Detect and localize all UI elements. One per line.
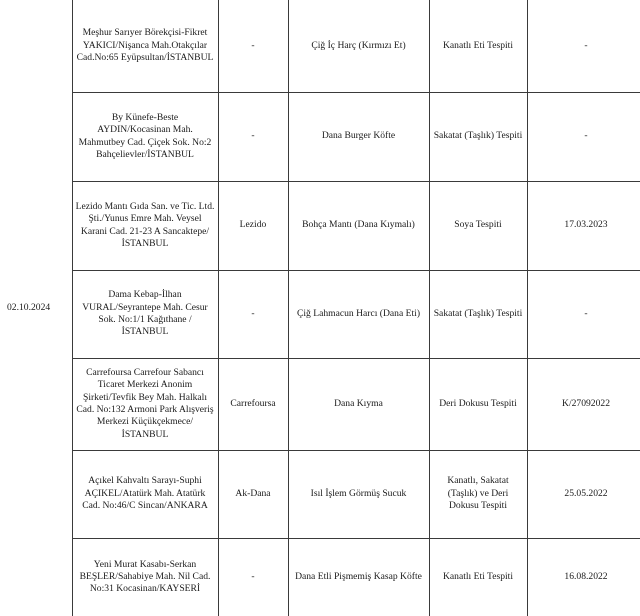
product-cell: Isıl İşlem Görmüş Sucuk	[288, 450, 429, 538]
finding-cell: Kanatlı Eti Tespiti	[429, 538, 527, 616]
table-row	[0, 358, 640, 450]
batch-cell: K/27092022	[527, 358, 640, 450]
product-cell: Çiğ İç Harç (Kırmızı Et)	[288, 0, 429, 92]
firm-cell: Açıkel Kahvaltı Sarayı-Suphi AÇIKEL/Atatürk Mah. Atatürk Cad. No:46/C Sincan/ANKARA	[72, 450, 218, 538]
brand-cell: -	[218, 0, 288, 92]
table-row	[0, 181, 640, 270]
firm-cell: Yeni Murat Kasabı-Serkan BEŞLER/Sahabiye Mah. Nil Cad. No:31 Kocasinan/KAYSERİ	[72, 538, 218, 616]
date-cell: 02.10.2024	[0, 0, 72, 616]
batch-cell: 17.03.2023	[527, 181, 640, 270]
product-cell: Dana Etli Pişmemiş Kasap Köfte	[288, 538, 429, 616]
brand-cell: Ak-Dana	[218, 450, 288, 538]
table-row	[0, 538, 640, 616]
brand-cell: -	[218, 92, 288, 181]
finding-cell: Deri Dokusu Tespiti	[429, 358, 527, 450]
firm-cell: By Künefe-Beste AYDIN/Kocasinan Mah. Mahmutbey Cad. Çiçek Sok. No:2 Bahçelievler/İSTANBUL	[72, 92, 218, 181]
brand-cell: Lezido	[218, 181, 288, 270]
table-row	[0, 450, 640, 538]
batch-cell: 16.08.2022	[527, 538, 640, 616]
finding-cell: Sakatat (Taşlık) Tespiti	[429, 92, 527, 181]
finding-cell: Soya Tespiti	[429, 181, 527, 270]
table-row	[0, 0, 640, 92]
brand-cell: Carrefoursa	[218, 358, 288, 450]
firm-cell: Lezido Mantı Gıda San. ve Tic. Ltd. Şti./Yunus Emre Mah. Veysel Karani Cad. 21-23 A Sancaktepe/İSTANBUL	[72, 181, 218, 270]
product-cell: Çiğ Lahmacun Harcı (Dana Eti)	[288, 270, 429, 358]
finding-cell: Kanatlı, Sakatat (Taşlık) ve Deri Dokusu Tespiti	[429, 450, 527, 538]
firm-cell: Dama Kebap-İlhan VURAL/Seyrantepe Mah. Cesur Sok. No:1/1 Kağıthane /İSTANBUL	[72, 270, 218, 358]
batch-cell: 25.05.2022	[527, 450, 640, 538]
finding-cell: Kanatlı Eti Tespiti	[429, 0, 527, 92]
product-cell: Dana Burger Köfte	[288, 92, 429, 181]
firm-cell: Carrefoursa Carrefour Sabancı Ticaret Merkezi Anonim Şirketi/Tevfik Bey Mah. Halkalı Cad. No:132 Armoni Park Alışveriş Merkezi Küçükçekmece/İSTANBUL	[72, 358, 218, 450]
brand-cell: -	[218, 538, 288, 616]
table-row	[0, 92, 640, 181]
table-row	[0, 270, 640, 358]
product-cell: Bohça Mantı (Dana Kıymalı)	[288, 181, 429, 270]
product-cell: Dana Kıyma	[288, 358, 429, 450]
brand-cell: -	[218, 270, 288, 358]
batch-cell: -	[527, 270, 640, 358]
firm-cell: Meşhur Sarıyer Börekçisi-Fikret YAKICI/Nişanca Mah.Otakçılar Cad.No:65 Eyüpsultan/İSTANBUL	[72, 0, 218, 92]
batch-cell: -	[527, 0, 640, 92]
finding-cell: Sakatat (Taşlık) Tespiti	[429, 270, 527, 358]
batch-cell: -	[527, 92, 640, 181]
